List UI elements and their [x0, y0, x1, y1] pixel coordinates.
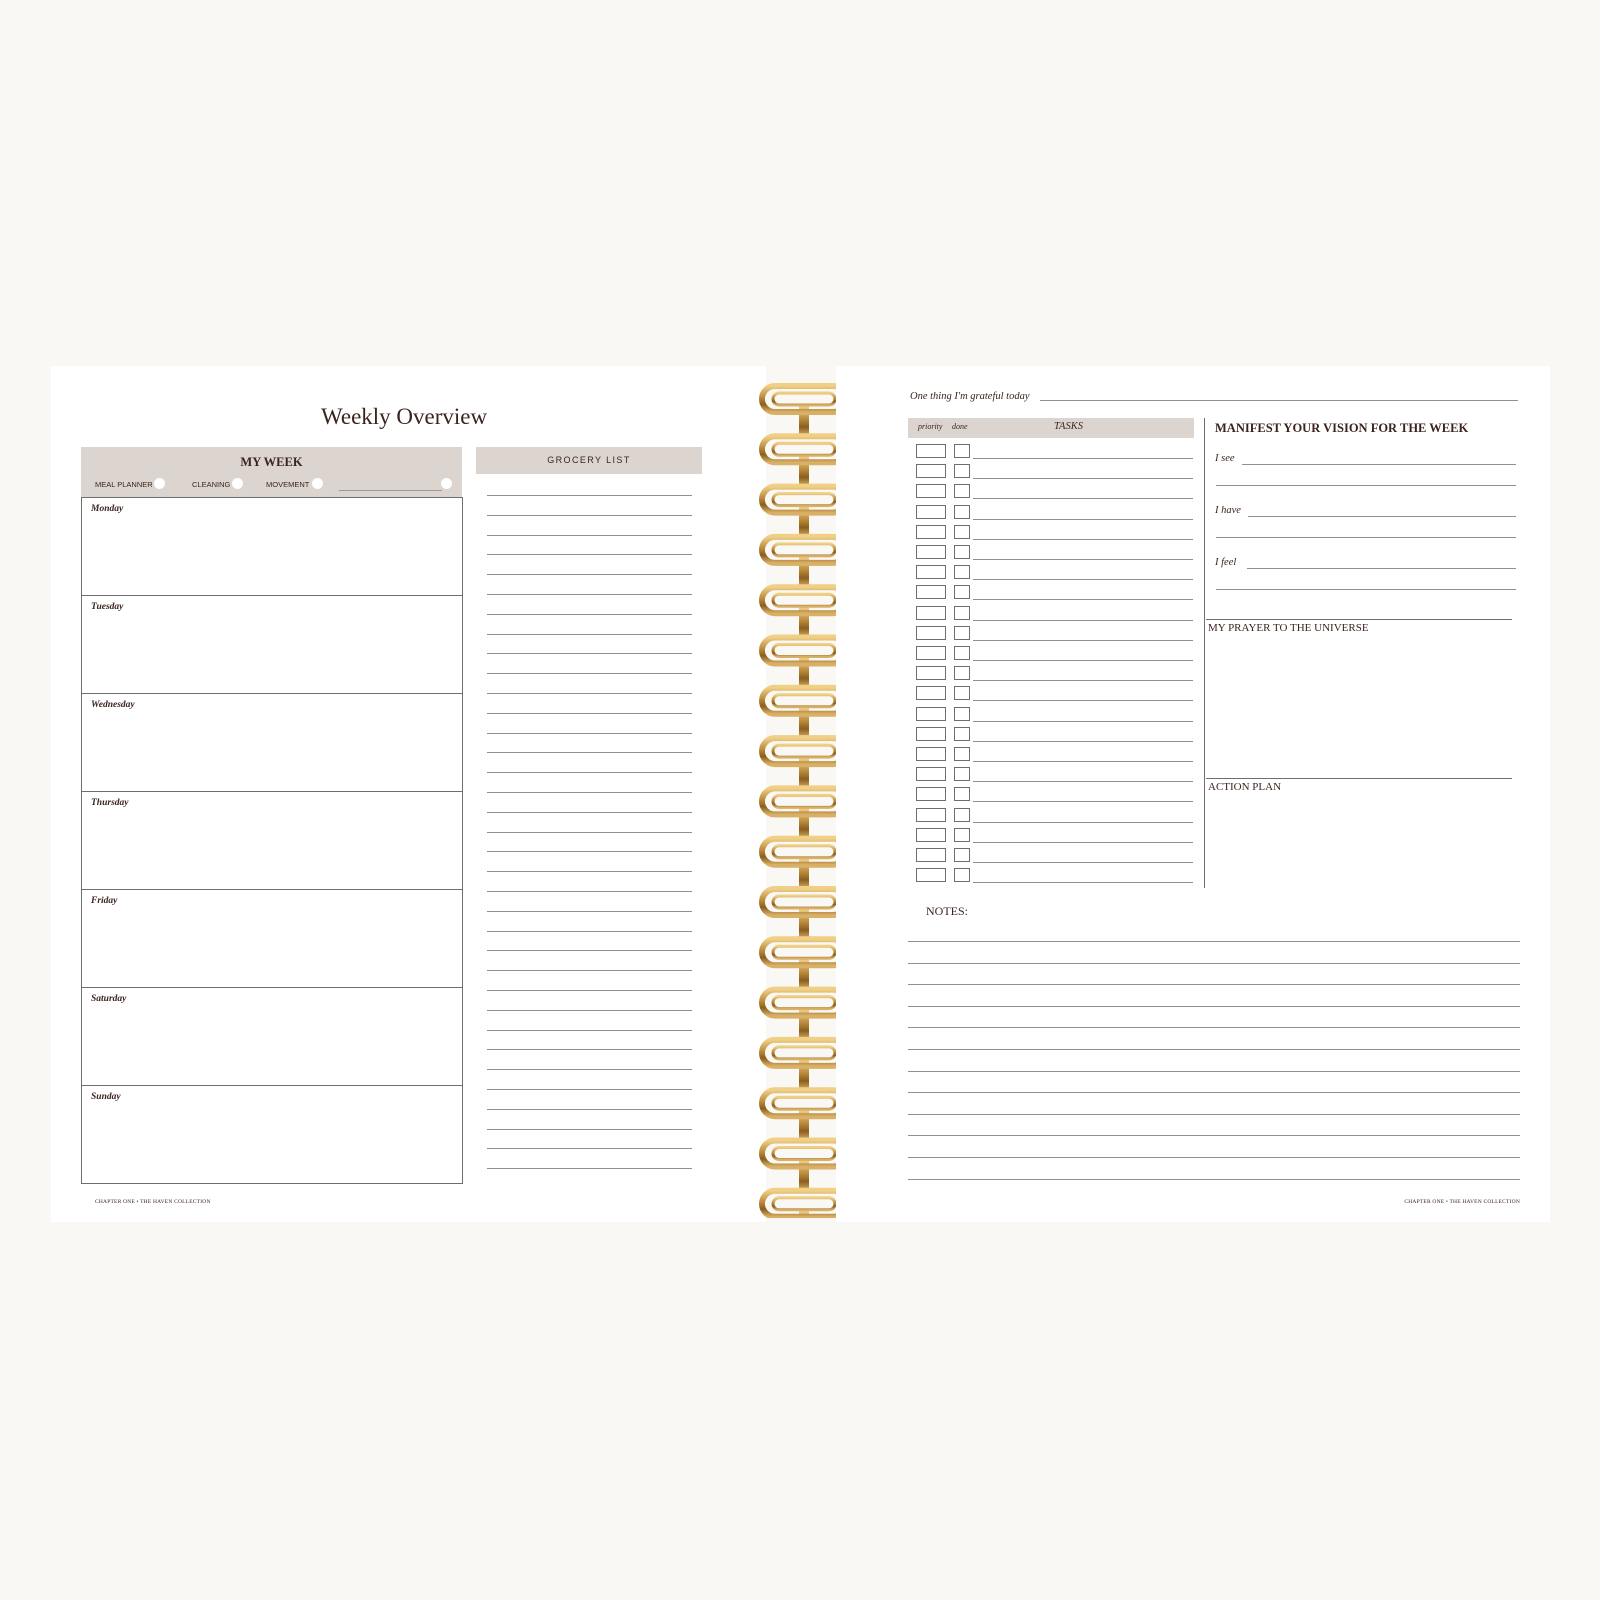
grocery-line[interactable]: [487, 931, 692, 932]
notes-line[interactable]: [908, 984, 1520, 985]
priority-box[interactable]: [916, 767, 946, 781]
task-line[interactable]: [973, 721, 1193, 722]
done-checkbox[interactable]: [954, 666, 970, 680]
grocery-line[interactable]: [487, 832, 692, 833]
prayer-area[interactable]: [1208, 638, 1514, 776]
custom-habit-checkbox[interactable]: [441, 478, 452, 489]
tasks-header: [908, 418, 1194, 438]
grocery-line[interactable]: [487, 772, 692, 773]
priority-box[interactable]: [916, 545, 946, 559]
grocery-line[interactable]: [487, 653, 692, 654]
done-checkbox[interactable]: [954, 626, 970, 640]
grocery-line[interactable]: [487, 812, 692, 813]
task-line[interactable]: [973, 559, 1193, 560]
day-label: Monday: [91, 504, 124, 514]
day-box-wednesday[interactable]: [82, 694, 462, 792]
i-have-line[interactable]: [1248, 516, 1516, 517]
spiral-ring: [762, 487, 846, 537]
spiral-ring: [762, 839, 846, 889]
grocery-line[interactable]: [487, 1069, 692, 1070]
priority-box[interactable]: [916, 787, 946, 801]
grocery-line[interactable]: [487, 515, 692, 516]
spiral-ring: [762, 1040, 846, 1090]
notes-line[interactable]: [908, 1157, 1520, 1158]
grocery-line[interactable]: [487, 554, 692, 555]
grocery-line[interactable]: [487, 851, 692, 852]
grocery-line[interactable]: [487, 1010, 692, 1011]
day-box-tuesday[interactable]: [82, 596, 462, 694]
grocery-line[interactable]: [487, 1089, 692, 1090]
done-checkbox[interactable]: [954, 787, 970, 801]
done-label: done: [952, 422, 968, 431]
task-line[interactable]: [973, 620, 1193, 621]
grocery-line[interactable]: [487, 634, 692, 635]
day-label: Thursday: [91, 798, 129, 808]
footer-right: CHAPTER ONE • THE HAVEN COLLECTION: [1404, 1199, 1520, 1205]
spiral-ring: [762, 1191, 846, 1218]
spiral-ring: [762, 990, 846, 1040]
action-plan-label: ACTION PLAN: [1208, 781, 1282, 793]
done-checkbox[interactable]: [954, 464, 970, 478]
priority-box[interactable]: [916, 444, 946, 458]
task-line[interactable]: [973, 539, 1193, 540]
meal-planner-checkbox[interactable]: [154, 478, 165, 489]
notes-label: NOTES:: [926, 904, 968, 918]
grocery-line[interactable]: [487, 733, 692, 734]
grocery-line[interactable]: [487, 1168, 692, 1169]
notes-line[interactable]: [908, 1049, 1520, 1050]
done-checkbox[interactable]: [954, 707, 970, 721]
right-page: [836, 366, 1550, 1222]
prayer-label: MY PRAYER TO THE UNIVERSE: [1208, 622, 1369, 634]
spiral-ring: [762, 386, 846, 436]
task-line[interactable]: [973, 458, 1193, 459]
task-line[interactable]: [973, 741, 1193, 742]
day-box-friday[interactable]: [82, 890, 462, 988]
page-title: Weekly Overview: [321, 404, 488, 429]
action-plan-area[interactable]: [1208, 798, 1514, 888]
spiral-ring: [762, 939, 846, 989]
prompt-i-see: I see: [1215, 453, 1235, 464]
task-line[interactable]: [973, 862, 1193, 863]
habit-label-cleaning: CLEANING: [192, 480, 231, 489]
notes-line[interactable]: [908, 1006, 1520, 1007]
grocery-line[interactable]: [487, 1109, 692, 1110]
priority-box[interactable]: [916, 505, 946, 519]
spiral-ring: [762, 436, 846, 486]
task-line[interactable]: [973, 801, 1193, 802]
i-see-line[interactable]: [1242, 464, 1516, 465]
days-grid: [81, 497, 463, 1184]
my-week-header: [81, 447, 462, 497]
task-line[interactable]: [973, 882, 1193, 883]
spiral-ring: [762, 788, 846, 838]
grocery-line[interactable]: [487, 1030, 692, 1031]
done-checkbox[interactable]: [954, 808, 970, 822]
priority-box[interactable]: [916, 808, 946, 822]
task-line[interactable]: [973, 660, 1193, 661]
i-feel-line-2[interactable]: [1216, 589, 1516, 590]
task-line[interactable]: [973, 842, 1193, 843]
task-line[interactable]: [973, 781, 1193, 782]
grocery-line[interactable]: [487, 594, 692, 595]
day-label: Sunday: [91, 1092, 121, 1102]
i-have-line-2[interactable]: [1216, 537, 1516, 538]
grocery-line[interactable]: [487, 574, 692, 575]
done-checkbox[interactable]: [954, 565, 970, 579]
grocery-line[interactable]: [487, 911, 692, 912]
done-checkbox[interactable]: [954, 848, 970, 862]
done-checkbox[interactable]: [954, 747, 970, 761]
day-box-thursday[interactable]: [82, 792, 462, 890]
grateful-label: One thing I'm grateful today: [910, 391, 1030, 402]
grocery-line[interactable]: [487, 693, 692, 694]
done-checkbox[interactable]: [954, 505, 970, 519]
priority-box[interactable]: [916, 606, 946, 620]
grocery-line[interactable]: [487, 871, 692, 872]
priority-box[interactable]: [916, 868, 946, 882]
done-checkbox[interactable]: [954, 525, 970, 539]
task-line[interactable]: [973, 599, 1193, 600]
notes-line[interactable]: [908, 1027, 1520, 1028]
notes-line[interactable]: [908, 1092, 1520, 1093]
priority-box[interactable]: [916, 484, 946, 498]
priority-box[interactable]: [916, 707, 946, 721]
priority-box[interactable]: [916, 464, 946, 478]
day-box-sunday[interactable]: [82, 1086, 462, 1183]
spiral-ring: [762, 1090, 846, 1140]
grocery-line[interactable]: [487, 950, 692, 951]
notes-line[interactable]: [908, 1179, 1520, 1180]
spiral-ring: [762, 889, 846, 939]
notes-line[interactable]: [908, 963, 1520, 964]
done-checkbox[interactable]: [954, 444, 970, 458]
spiral-ring: [762, 537, 846, 587]
grocery-line[interactable]: [487, 673, 692, 674]
priority-box[interactable]: [916, 666, 946, 680]
i-see-line-2[interactable]: [1216, 485, 1516, 486]
done-checkbox[interactable]: [954, 585, 970, 599]
task-line[interactable]: [973, 761, 1193, 762]
footer-left: CHAPTER ONE • THE HAVEN COLLECTION: [95, 1199, 211, 1205]
grocery-line[interactable]: [487, 1129, 692, 1130]
task-line[interactable]: [973, 700, 1193, 701]
grocery-line[interactable]: [487, 752, 692, 753]
grocery-line[interactable]: [487, 1148, 692, 1149]
done-checkbox[interactable]: [954, 727, 970, 741]
done-checkbox[interactable]: [954, 484, 970, 498]
priority-label: priority: [918, 422, 943, 431]
done-checkbox[interactable]: [954, 767, 970, 781]
grocery-line[interactable]: [487, 1049, 692, 1050]
done-checkbox[interactable]: [954, 545, 970, 559]
grocery-line[interactable]: [487, 990, 692, 991]
notes-line[interactable]: [908, 1135, 1520, 1136]
tasks-label: TASKS: [1054, 421, 1083, 432]
movement-checkbox[interactable]: [312, 478, 323, 489]
priority-box[interactable]: [916, 565, 946, 579]
task-line[interactable]: [973, 680, 1193, 681]
spiral-ring: [762, 638, 846, 688]
grocery-line[interactable]: [487, 614, 692, 615]
day-label: Tuesday: [91, 602, 124, 612]
spiral-ring: [762, 688, 846, 738]
task-line[interactable]: [973, 579, 1193, 580]
priority-box[interactable]: [916, 686, 946, 700]
cleaning-checkbox[interactable]: [232, 478, 243, 489]
action-plan-rule: [1206, 778, 1512, 779]
day-label: Friday: [91, 896, 118, 906]
grocery-line[interactable]: [487, 713, 692, 714]
priority-box[interactable]: [916, 646, 946, 660]
priority-box[interactable]: [916, 626, 946, 640]
i-feel-line[interactable]: [1247, 568, 1516, 569]
left-page: [51, 366, 766, 1222]
priority-box[interactable]: [916, 585, 946, 599]
done-checkbox[interactable]: [954, 686, 970, 700]
grocery-line[interactable]: [487, 535, 692, 536]
day-label: Saturday: [91, 994, 127, 1004]
notes-line[interactable]: [908, 1114, 1520, 1115]
notes-line[interactable]: [908, 941, 1520, 942]
custom-habit-line[interactable]: [339, 490, 442, 491]
priority-box[interactable]: [916, 747, 946, 761]
prayer-rule: [1206, 619, 1512, 620]
day-box-monday[interactable]: [82, 498, 462, 596]
column-divider: [1204, 418, 1205, 888]
task-line[interactable]: [973, 640, 1193, 641]
grocery-line[interactable]: [487, 495, 692, 496]
task-line[interactable]: [973, 519, 1193, 520]
grocery-line[interactable]: [487, 891, 692, 892]
my-week-title: MY WEEK: [240, 455, 303, 469]
done-checkbox[interactable]: [954, 828, 970, 842]
grocery-line[interactable]: [487, 792, 692, 793]
prompt-i-feel: I feel: [1215, 557, 1237, 568]
done-checkbox[interactable]: [954, 646, 970, 660]
priority-box[interactable]: [916, 848, 946, 862]
day-box-saturday[interactable]: [82, 988, 462, 1086]
manifest-title: MANIFEST YOUR VISION FOR THE WEEK: [1215, 421, 1469, 435]
priority-box[interactable]: [916, 828, 946, 842]
task-line[interactable]: [973, 478, 1193, 479]
notes-line[interactable]: [908, 1071, 1520, 1072]
done-checkbox[interactable]: [954, 868, 970, 882]
priority-box[interactable]: [916, 727, 946, 741]
priority-box[interactable]: [916, 525, 946, 539]
prompt-i-have: I have: [1215, 505, 1241, 516]
task-line[interactable]: [973, 498, 1193, 499]
habit-label-meal-planner: MEAL PLANNER: [95, 480, 153, 489]
spiral-ring: [762, 738, 846, 788]
spiral-ring: [762, 587, 846, 637]
done-checkbox[interactable]: [954, 606, 970, 620]
habit-label-movement: MOVEMENT: [266, 480, 310, 489]
day-label: Wednesday: [91, 700, 135, 710]
spiral-ring: [762, 1141, 846, 1191]
grocery-line[interactable]: [487, 970, 692, 971]
grocery-list-header: GROCERY LIST: [476, 447, 702, 474]
task-line[interactable]: [973, 822, 1193, 823]
grateful-line[interactable]: [1040, 400, 1518, 401]
